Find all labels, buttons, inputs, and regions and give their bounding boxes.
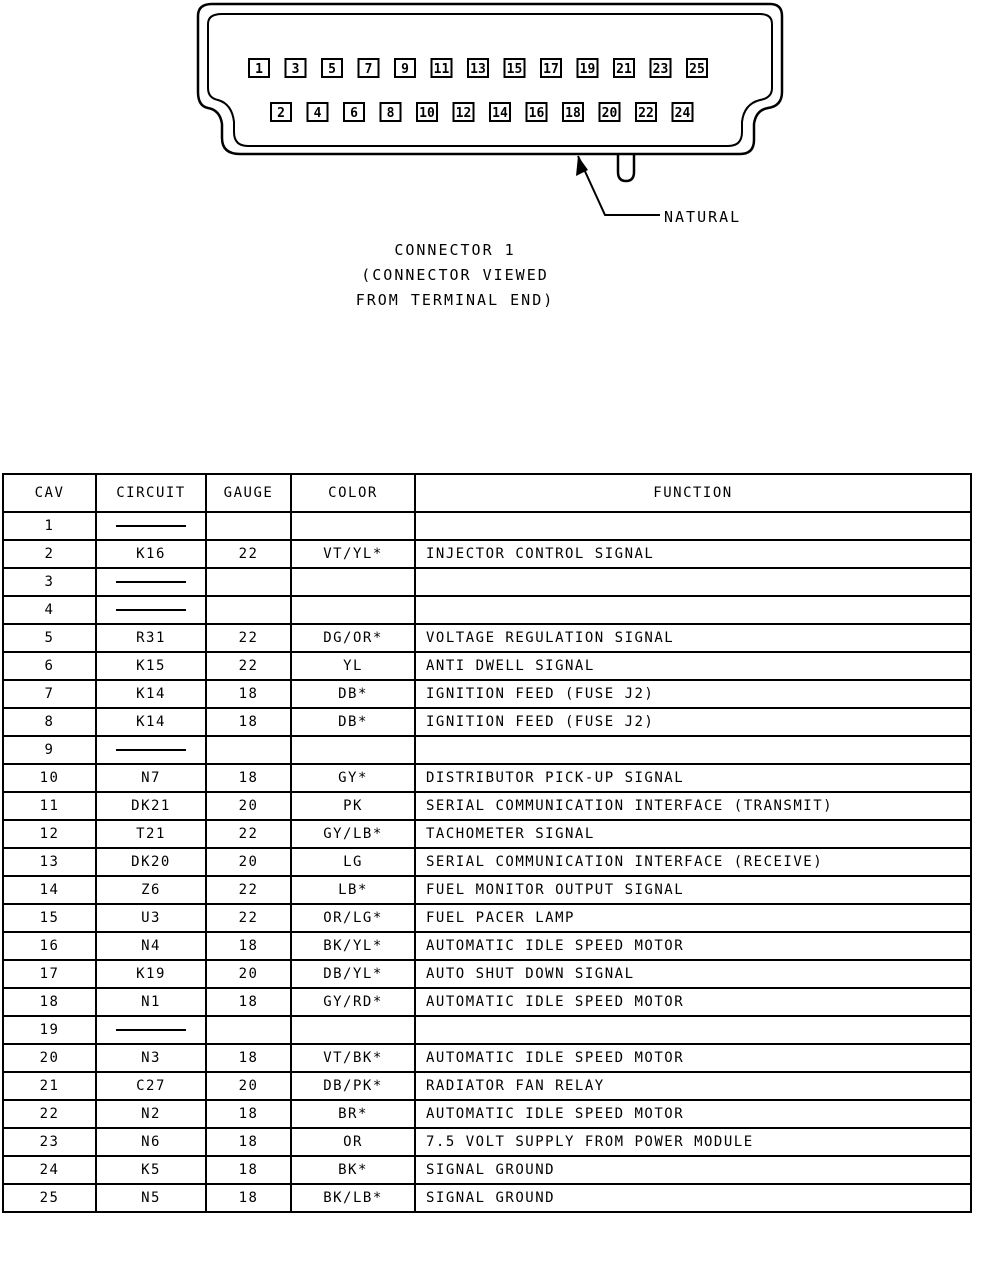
pin-cavity-23 xyxy=(651,59,671,77)
header-function: FUNCTION xyxy=(415,474,971,512)
cell-gauge: 22 xyxy=(206,624,291,652)
cell-function: SIGNAL GROUND xyxy=(415,1184,971,1212)
table-row xyxy=(3,904,971,932)
cell-gauge: 18 xyxy=(206,764,291,792)
pin-cavity-14 xyxy=(490,103,510,121)
cell-gauge: 20 xyxy=(206,792,291,820)
unused-cavity-dash xyxy=(116,609,186,611)
connector-housing-inner xyxy=(208,14,772,146)
cell-cav: 14 xyxy=(3,876,96,904)
cell-circuit: N3 xyxy=(96,1044,206,1072)
cell-cav: 2 xyxy=(3,540,96,568)
cell-circuit xyxy=(96,596,206,624)
cell-gauge xyxy=(206,596,291,624)
pin-number: 15 xyxy=(506,62,523,77)
pin-cavity-15 xyxy=(505,59,525,77)
pin-cavity-24 xyxy=(673,103,693,121)
cell-cav: 15 xyxy=(3,904,96,932)
cell-circuit: N4 xyxy=(96,932,206,960)
cell-color xyxy=(291,1016,415,1044)
cell-circuit: Z6 xyxy=(96,876,206,904)
cell-circuit xyxy=(96,736,206,764)
cell-cav: 9 xyxy=(3,736,96,764)
pin-number: 6 xyxy=(350,106,358,121)
cell-gauge: 22 xyxy=(206,904,291,932)
cell-function xyxy=(415,736,971,764)
pin-number: 10 xyxy=(419,106,435,121)
pin-number: 5 xyxy=(328,62,336,77)
cell-color xyxy=(291,568,415,596)
cell-cav: 3 xyxy=(3,568,96,596)
cell-function: SERIAL COMMUNICATION INTERFACE (RECEIVE) xyxy=(415,848,971,876)
cell-circuit: K15 xyxy=(96,652,206,680)
pin-number: 16 xyxy=(528,106,545,121)
table-row xyxy=(3,540,971,568)
pinout-table xyxy=(2,473,972,1213)
cell-gauge: 18 xyxy=(206,1184,291,1212)
cell-circuit: DK21 xyxy=(96,792,206,820)
cell-function: IGNITION FEED (FUSE J2) xyxy=(415,708,971,736)
cell-function: INJECTOR CONTROL SIGNAL xyxy=(415,540,971,568)
table-row xyxy=(3,988,971,1016)
cell-color: DB/PK* xyxy=(291,1072,415,1100)
cell-circuit: T21 xyxy=(96,820,206,848)
pin-number: 17 xyxy=(543,62,559,77)
table-row xyxy=(3,736,971,764)
table-row xyxy=(3,708,971,736)
cell-color: BK/LB* xyxy=(291,1184,415,1212)
pin-cavity-5 xyxy=(322,59,342,77)
cell-color xyxy=(291,512,415,540)
table-row xyxy=(3,764,971,792)
cell-gauge xyxy=(206,736,291,764)
table-row xyxy=(3,652,971,680)
pin-cavity-1 xyxy=(249,59,269,77)
cell-function: TACHOMETER SIGNAL xyxy=(415,820,971,848)
cell-cav: 8 xyxy=(3,708,96,736)
pin-cavity-9 xyxy=(395,59,415,77)
table-row xyxy=(3,848,971,876)
unused-cavity-dash xyxy=(116,525,186,527)
pin-number: 4 xyxy=(313,106,322,121)
cell-color: OR xyxy=(291,1128,415,1156)
cell-circuit: K19 xyxy=(96,960,206,988)
cell-gauge: 18 xyxy=(206,708,291,736)
pin-number: 2 xyxy=(277,106,285,121)
cell-gauge: 22 xyxy=(206,540,291,568)
cell-function: AUTO SHUT DOWN SIGNAL xyxy=(415,960,971,988)
pin-number: 22 xyxy=(638,106,654,121)
header-color: COLOR xyxy=(291,474,415,512)
cell-function: SIGNAL GROUND xyxy=(415,1156,971,1184)
cell-cav: 19 xyxy=(3,1016,96,1044)
cell-function: AUTOMATIC IDLE SPEED MOTOR xyxy=(415,988,971,1016)
cell-gauge: 22 xyxy=(206,652,291,680)
pin-number: 21 xyxy=(616,62,632,77)
cell-cav: 10 xyxy=(3,764,96,792)
table-header-row xyxy=(3,474,971,512)
cell-gauge: 20 xyxy=(206,1072,291,1100)
cell-function: VOLTAGE REGULATION SIGNAL xyxy=(415,624,971,652)
cell-gauge xyxy=(206,512,291,540)
pin-cavity-2 xyxy=(271,103,291,121)
table-row xyxy=(3,792,971,820)
cell-circuit xyxy=(96,512,206,540)
unused-cavity-dash xyxy=(116,581,186,583)
pin-cavity-7 xyxy=(359,59,379,77)
cell-function: IGNITION FEED (FUSE J2) xyxy=(415,680,971,708)
table-row xyxy=(3,1072,971,1100)
table-row xyxy=(3,568,971,596)
cell-function: RADIATOR FAN RELAY xyxy=(415,1072,971,1100)
pin-cavity-11 xyxy=(432,59,452,77)
cell-function: FUEL MONITOR OUTPUT SIGNAL xyxy=(415,876,971,904)
pin-cavity-18 xyxy=(563,103,583,121)
cell-circuit: C27 xyxy=(96,1072,206,1100)
cell-cav: 18 xyxy=(3,988,96,1016)
cell-circuit: K5 xyxy=(96,1156,206,1184)
pin-number: 18 xyxy=(565,106,581,121)
pin-number: 8 xyxy=(386,106,395,121)
table-row xyxy=(3,1044,971,1072)
cell-gauge: 18 xyxy=(206,1128,291,1156)
cell-cav: 4 xyxy=(3,596,96,624)
pin-cavity-4 xyxy=(308,103,328,121)
table-body xyxy=(3,512,971,1212)
pin-row-bottom xyxy=(271,103,693,121)
connector-caption xyxy=(0,238,910,313)
header-gauge: GAUGE xyxy=(206,474,291,512)
cell-function: SERIAL COMMUNICATION INTERFACE (TRANSMIT) xyxy=(415,792,971,820)
cell-cav: 22 xyxy=(3,1100,96,1128)
pin-number: 1 xyxy=(255,62,263,77)
table-row xyxy=(3,680,971,708)
cell-color: BK* xyxy=(291,1156,415,1184)
cell-circuit: N1 xyxy=(96,988,206,1016)
pin-number: 11 xyxy=(433,62,450,77)
cell-color: VT/YL* xyxy=(291,540,415,568)
cell-color: DB* xyxy=(291,680,415,708)
connector-housing-outer xyxy=(198,4,782,154)
cell-circuit: R31 xyxy=(96,624,206,652)
pin-number: 9 xyxy=(401,62,409,77)
pin-cavity-13 xyxy=(468,59,488,77)
unused-cavity-dash xyxy=(116,1029,186,1031)
pin-row-top xyxy=(249,59,707,77)
caption-line-3: FROM TERMINAL END) xyxy=(355,291,555,309)
cell-function: ANTI DWELL SIGNAL xyxy=(415,652,971,680)
cell-color: BR* xyxy=(291,1100,415,1128)
pin-cavity-25 xyxy=(687,59,707,77)
pin-cavity-8 xyxy=(381,103,401,121)
cell-function: AUTOMATIC IDLE SPEED MOTOR xyxy=(415,1044,971,1072)
table-row xyxy=(3,932,971,960)
locking-tab xyxy=(618,154,634,181)
cell-cav: 12 xyxy=(3,820,96,848)
pin-cavity-10 xyxy=(417,103,437,121)
pin-number: 25 xyxy=(689,62,705,77)
cell-color: VT/BK* xyxy=(291,1044,415,1072)
cell-color: DB* xyxy=(291,708,415,736)
header-cav: CAV xyxy=(3,474,96,512)
cell-color xyxy=(291,736,415,764)
cell-gauge: 20 xyxy=(206,960,291,988)
cell-circuit: DK20 xyxy=(96,848,206,876)
cell-color: DG/OR* xyxy=(291,624,415,652)
cell-color xyxy=(291,596,415,624)
cell-gauge xyxy=(206,568,291,596)
cell-circuit: N2 xyxy=(96,1100,206,1128)
cell-function xyxy=(415,1016,971,1044)
pin-number: 14 xyxy=(492,106,508,121)
pin-cavity-20 xyxy=(600,103,620,121)
cell-function xyxy=(415,568,971,596)
pin-cavity-17 xyxy=(541,59,561,77)
cell-cav: 13 xyxy=(3,848,96,876)
pin-number: 20 xyxy=(601,106,618,121)
table-row xyxy=(3,820,971,848)
table-row xyxy=(3,1128,971,1156)
table-row xyxy=(3,960,971,988)
pin-cavity-19 xyxy=(578,59,598,77)
cell-cav: 16 xyxy=(3,932,96,960)
cell-color: OR/LG* xyxy=(291,904,415,932)
pin-cavity-21 xyxy=(614,59,634,77)
cell-color: GY* xyxy=(291,764,415,792)
cell-gauge: 18 xyxy=(206,1044,291,1072)
cell-gauge: 18 xyxy=(206,988,291,1016)
cell-circuit xyxy=(96,1016,206,1044)
table-row xyxy=(3,512,971,540)
cell-function: AUTOMATIC IDLE SPEED MOTOR xyxy=(415,1100,971,1128)
cell-function: 7.5 VOLT SUPPLY FROM POWER MODULE xyxy=(415,1128,971,1156)
pin-cavity-3 xyxy=(286,59,306,77)
connector-diagram xyxy=(0,0,992,240)
cell-cav: 24 xyxy=(3,1156,96,1184)
pin-cavity-6 xyxy=(344,103,364,121)
cell-cav: 5 xyxy=(3,624,96,652)
cell-color: LB* xyxy=(291,876,415,904)
cell-function xyxy=(415,512,971,540)
cell-cav: 1 xyxy=(3,512,96,540)
pin-cavity-22 xyxy=(636,103,656,121)
cell-color: LG xyxy=(291,848,415,876)
pin-number: 23 xyxy=(652,62,669,77)
cell-gauge: 18 xyxy=(206,680,291,708)
cell-function: DISTRIBUTOR PICK-UP SIGNAL xyxy=(415,764,971,792)
cell-cav: 25 xyxy=(3,1184,96,1212)
table-row xyxy=(3,1100,971,1128)
pin-number: 12 xyxy=(455,106,472,121)
caption-line-1: CONNECTOR 1 xyxy=(394,241,516,259)
cell-cav: 23 xyxy=(3,1128,96,1156)
table-row xyxy=(3,876,971,904)
cell-gauge: 18 xyxy=(206,1100,291,1128)
cell-gauge: 18 xyxy=(206,1156,291,1184)
table-row xyxy=(3,596,971,624)
cell-cav: 7 xyxy=(3,680,96,708)
header-circuit: CIRCUIT xyxy=(96,474,206,512)
pin-number: 7 xyxy=(364,62,373,77)
cell-circuit: N7 xyxy=(96,764,206,792)
cell-gauge xyxy=(206,1016,291,1044)
cell-color: YL xyxy=(291,652,415,680)
natural-color-label: NATURAL xyxy=(664,208,742,226)
cell-gauge: 22 xyxy=(206,876,291,904)
pin-number: 19 xyxy=(579,62,596,77)
pin-number: 13 xyxy=(470,62,486,77)
table-row xyxy=(3,1156,971,1184)
pin-cavity-16 xyxy=(527,103,547,121)
pin-cavity-12 xyxy=(454,103,474,121)
cell-color: PK xyxy=(291,792,415,820)
cell-circuit: K14 xyxy=(96,680,206,708)
cell-gauge: 20 xyxy=(206,848,291,876)
cell-gauge: 18 xyxy=(206,932,291,960)
cell-color: GY/RD* xyxy=(291,988,415,1016)
pin-number: 3 xyxy=(291,62,300,77)
cell-circuit: N6 xyxy=(96,1128,206,1156)
unused-cavity-dash xyxy=(116,749,186,751)
cell-cav: 20 xyxy=(3,1044,96,1072)
table-row xyxy=(3,1016,971,1044)
cell-circuit: U3 xyxy=(96,904,206,932)
table-row xyxy=(3,624,971,652)
cell-gauge: 22 xyxy=(206,820,291,848)
cell-cav: 6 xyxy=(3,652,96,680)
cell-circuit: N5 xyxy=(96,1184,206,1212)
cell-color: BK/YL* xyxy=(291,932,415,960)
cell-circuit xyxy=(96,568,206,596)
cell-circuit: K16 xyxy=(96,540,206,568)
pin-number: 24 xyxy=(674,106,691,121)
caption-line-2: (CONNECTOR VIEWED xyxy=(361,266,549,284)
cell-function: AUTOMATIC IDLE SPEED MOTOR xyxy=(415,932,971,960)
cell-color: DB/YL* xyxy=(291,960,415,988)
cell-color: GY/LB* xyxy=(291,820,415,848)
table-row xyxy=(3,1184,971,1212)
cell-circuit: K14 xyxy=(96,708,206,736)
cell-cav: 17 xyxy=(3,960,96,988)
cell-cav: 21 xyxy=(3,1072,96,1100)
cell-cav: 11 xyxy=(3,792,96,820)
cell-function: FUEL PACER LAMP xyxy=(415,904,971,932)
cell-function xyxy=(415,596,971,624)
